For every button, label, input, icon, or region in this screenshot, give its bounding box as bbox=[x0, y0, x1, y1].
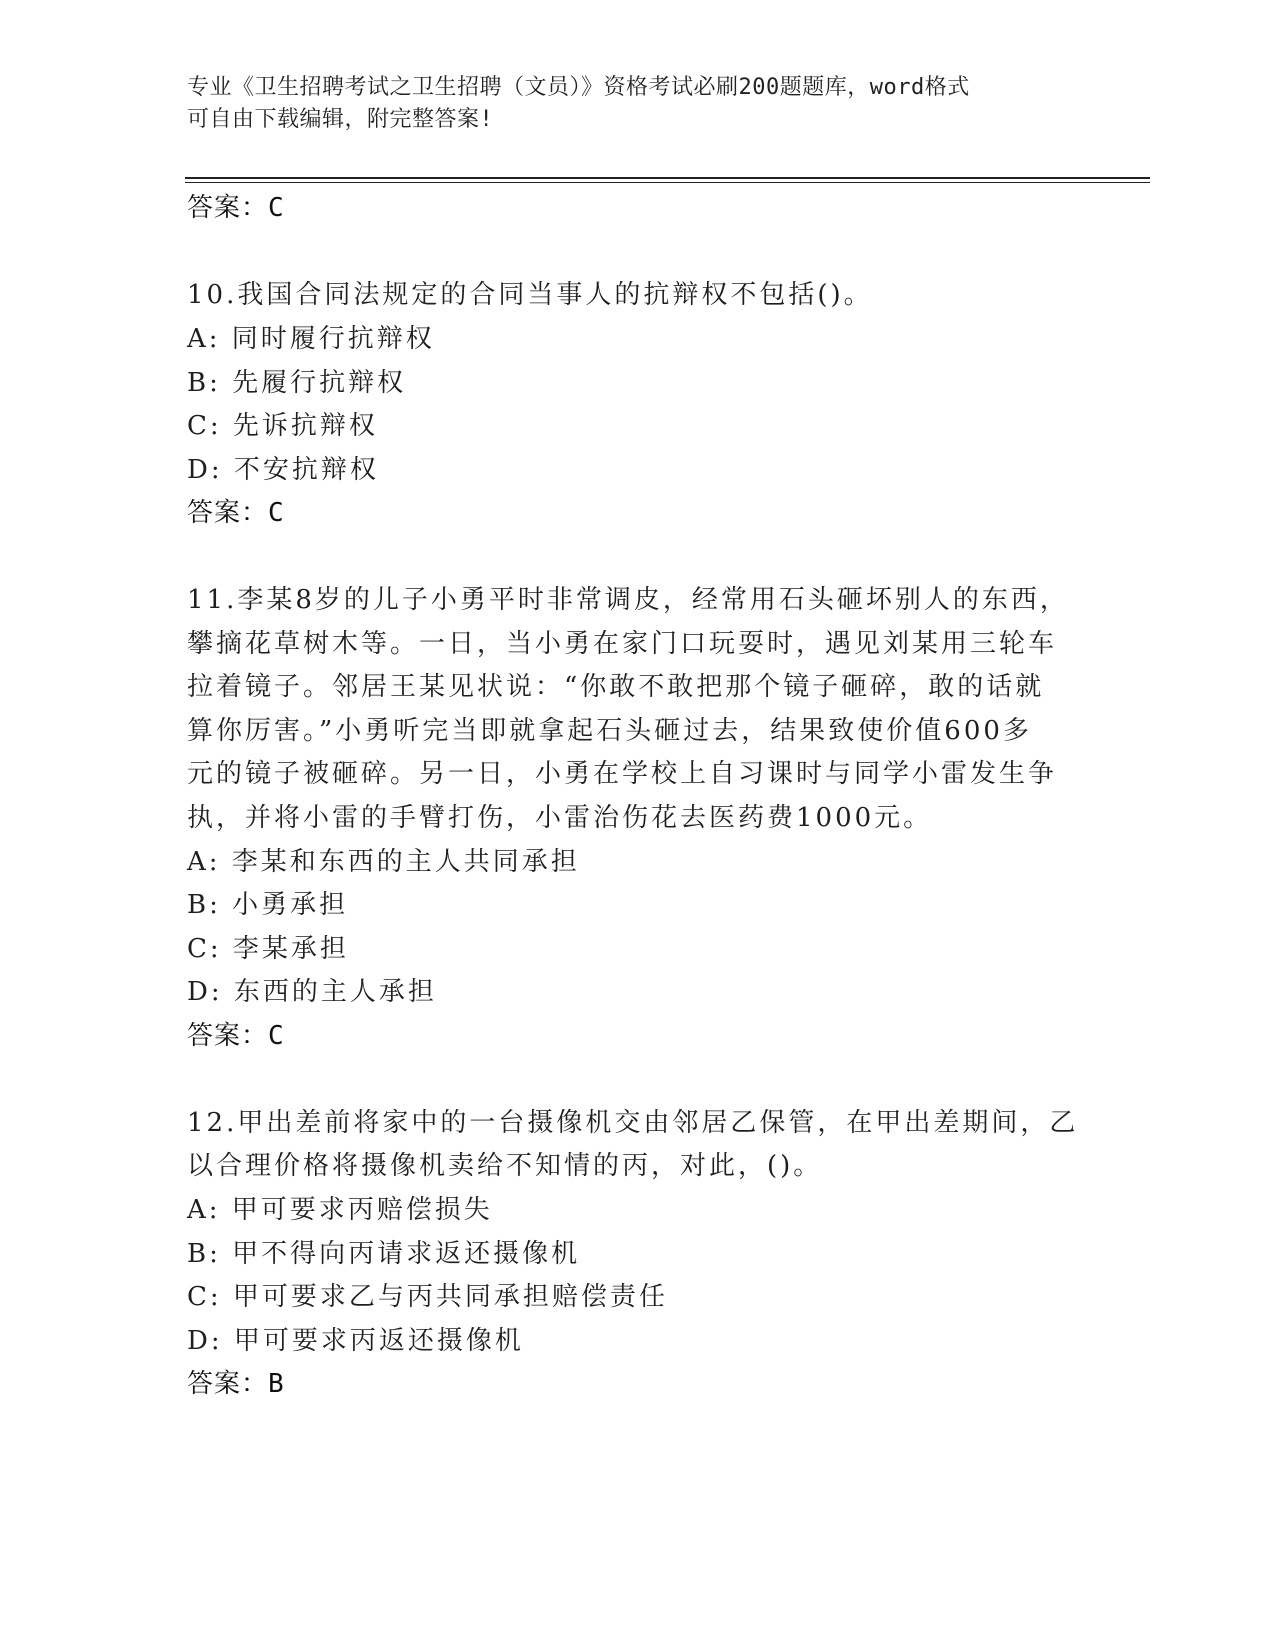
header-rule-thin bbox=[185, 182, 1150, 183]
question-11-option-b: B: 小勇承担 bbox=[187, 890, 349, 920]
question-11-option-a: A: 李某和东西的主人共同承担 bbox=[187, 847, 580, 877]
page-header bbox=[187, 72, 1067, 136]
question-11-stem-line-2: 攀摘花草树木等。一日，当小勇在家门口玩耍时，遇见刘某用三轮车 bbox=[187, 629, 1058, 659]
question-10-option-c: C: 先诉抗辩权 bbox=[187, 411, 378, 441]
question-12-option-d: D: 甲可要求丙返还摄像机 bbox=[187, 1326, 524, 1356]
question-11-stem-line-3: 拉着镜子。邻居王某见状说：“你敢不敢把那个镜子砸碎，敢的话就 bbox=[187, 672, 1045, 702]
question-11-answer: 答案：C bbox=[187, 1021, 285, 1051]
question-12-stem-line-2: 以合理价格将摄像机卖给不知情的丙，对此，()。 bbox=[187, 1151, 823, 1181]
question-12-stem-line-1: 12.甲出差前将家中的一台摄像机交由邻居乙保管，在甲出差期间，乙 bbox=[187, 1108, 1079, 1138]
question-12-option-a: A: 甲可要求丙赔偿损失 bbox=[187, 1195, 493, 1225]
question-12-option-b: B: 甲不得向丙请求返还摄像机 bbox=[187, 1239, 581, 1269]
header-rule-thick bbox=[185, 177, 1150, 179]
header-line-2: 可自由下载编辑，附完整答案! bbox=[187, 107, 494, 132]
question-11-stem-line-1: 11.李某8岁的儿子小勇平时非常调皮，经常用石头砸坏别人的东西， bbox=[187, 585, 1069, 615]
question-10-option-a: A: 同时履行抗辩权 bbox=[187, 324, 435, 354]
question-11-stem-line-4: 算你厉害。”小勇听完当即就拿起石头砸过去，结果致使价值600多 bbox=[187, 716, 1032, 746]
previous-answer: 答案：C bbox=[187, 193, 285, 223]
question-11-option-c: C: 李某承担 bbox=[187, 934, 349, 964]
question-11-option-d: D: 东西的主人承担 bbox=[187, 977, 437, 1007]
question-10-answer: 答案：C bbox=[187, 498, 285, 528]
header-line-1: 专业《卫生招聘考试之卫生招聘（文员）》资格考试必刷200题题库，word格式 bbox=[187, 75, 970, 100]
question-11-stem-line-6: 执，并将小雷的手臂打伤，小雷治伤花去医药费1000元。 bbox=[187, 803, 933, 833]
question-10-option-b: B: 先履行抗辩权 bbox=[187, 368, 407, 398]
question-10-stem: 10.我国合同法规定的合同当事人的抗辩权不包括()。 bbox=[187, 280, 873, 310]
question-12-option-c: C: 甲可要求乙与丙共同承担赔偿责任 bbox=[187, 1282, 668, 1312]
question-11-stem-line-5: 元的镜子被砸碎。另一日，小勇在学校上自习课时与同学小雷发生争 bbox=[187, 759, 1058, 789]
question-12-answer: 答案：B bbox=[187, 1369, 285, 1399]
question-10-option-d: D: 不安抗辩权 bbox=[187, 455, 379, 485]
